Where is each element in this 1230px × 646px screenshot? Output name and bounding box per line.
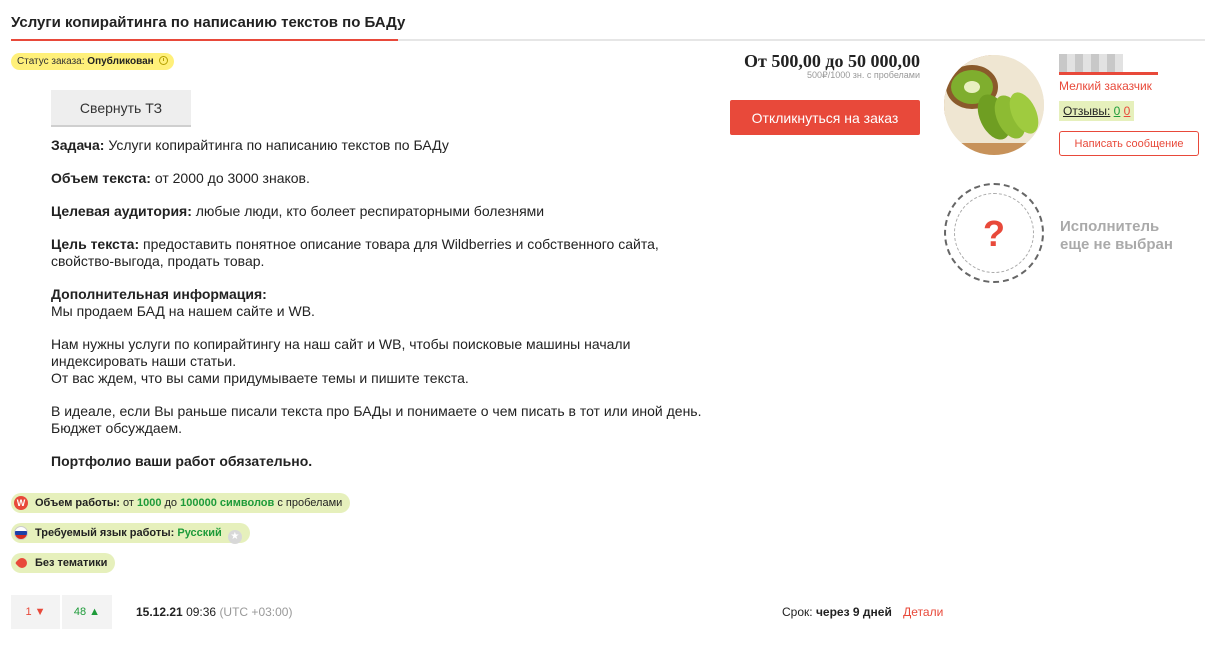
status-value: Опубликован — [87, 56, 154, 67]
portfolio-paragraph: Портфолио ваши работ обязательно. — [51, 453, 313, 469]
executor-status: Исполнитель еще не выбран — [1060, 218, 1173, 253]
theme-tag: Без тематики — [11, 553, 115, 573]
work-volume-icon: W — [14, 496, 28, 510]
page-title: Услуги копирайтинга по написанию текстов по БАДу — [11, 14, 406, 31]
deadline: Срок: через 9 дней Детали — [782, 605, 944, 619]
negative-reviews[interactable]: 0 — [1123, 104, 1131, 118]
order-description — [51, 137, 731, 486]
kiwi-image — [944, 55, 1044, 155]
like-button[interactable]: 48 ▲ — [62, 595, 112, 629]
price-range: От 500,00 до 50 000,00 — [744, 51, 920, 71]
status-badge — [11, 53, 174, 70]
russian-flag-icon — [14, 526, 28, 540]
customer-rank: Мелкий заказчик — [1059, 79, 1152, 93]
work-volume-tag: W Объем работы: от 1000 до 100000 символов с пробелами — [11, 493, 350, 513]
dislike-button[interactable]: 1 ▼ — [11, 595, 60, 629]
thumbs-down-icon: ▼ — [34, 606, 46, 618]
customer-name-blurred[interactable] — [1059, 54, 1123, 72]
title-underline-accent — [11, 39, 398, 41]
extra-paragraph-3: В идеале, если Вы раньше писали текста про БАДы и понимаете о чем писать в тот или иной день. Бюджет обсуждаем. — [51, 403, 702, 436]
executor-placeholder — [944, 183, 1044, 283]
clock-icon — [159, 56, 168, 65]
positive-reviews[interactable]: 0 — [1113, 104, 1121, 118]
goal-paragraph: Цель текста: предоставить понятное описание товара для Wildberries и собственного сайта, свойство-выгода, продать товар. — [51, 236, 659, 269]
customer-reviews — [1059, 101, 1134, 121]
extra-paragraph: Дополнительная информация: Мы продаем БАД на нашем сайте и WB. — [51, 286, 315, 319]
details-link[interactable]: Детали — [903, 605, 944, 619]
task-paragraph: Задача: Услуги копирайтинга по написанию текстов по БАДу — [51, 137, 449, 153]
price-per-thousand: 500₽/1000 зн. с пробелами — [807, 70, 920, 80]
thumbs-up-icon: ▲ — [89, 606, 101, 618]
volume-paragraph: Объем текста: от 2000 до 3000 знаков. — [51, 170, 310, 186]
collapse-spec-button[interactable]: Свернуть ТЗ — [51, 90, 191, 127]
status-label: Статус заказа: — [17, 56, 85, 67]
language-tag: Требуемый язык работы: Русский ★ — [11, 523, 250, 543]
customer-rank-bar — [1059, 72, 1158, 75]
question-mark-icon: ? — [954, 193, 1034, 273]
publish-date: 15.12.21 09:36 (UTC +03:00) — [136, 605, 293, 619]
send-message-button[interactable]: Написать сообщение — [1059, 131, 1199, 156]
tag-icon — [15, 556, 29, 570]
respond-button[interactable]: Откликнуться на заказ — [730, 100, 920, 135]
audience-paragraph: Целевая аудитория: любые люди, кто болеет респираторными болезнями — [51, 203, 545, 219]
star-icon: ★ — [228, 530, 242, 544]
customer-avatar[interactable] — [944, 55, 1044, 155]
extra-paragraph-2: Нам нужны услуги по копирайтингу на наш сайт и WB, чтобы поисковые машины начали индексировать наши статьи. От вас ждем, что вы сами придумываете темы и пишите текста. — [51, 336, 631, 386]
reviews-link[interactable]: Отзывы: — [1063, 104, 1111, 118]
